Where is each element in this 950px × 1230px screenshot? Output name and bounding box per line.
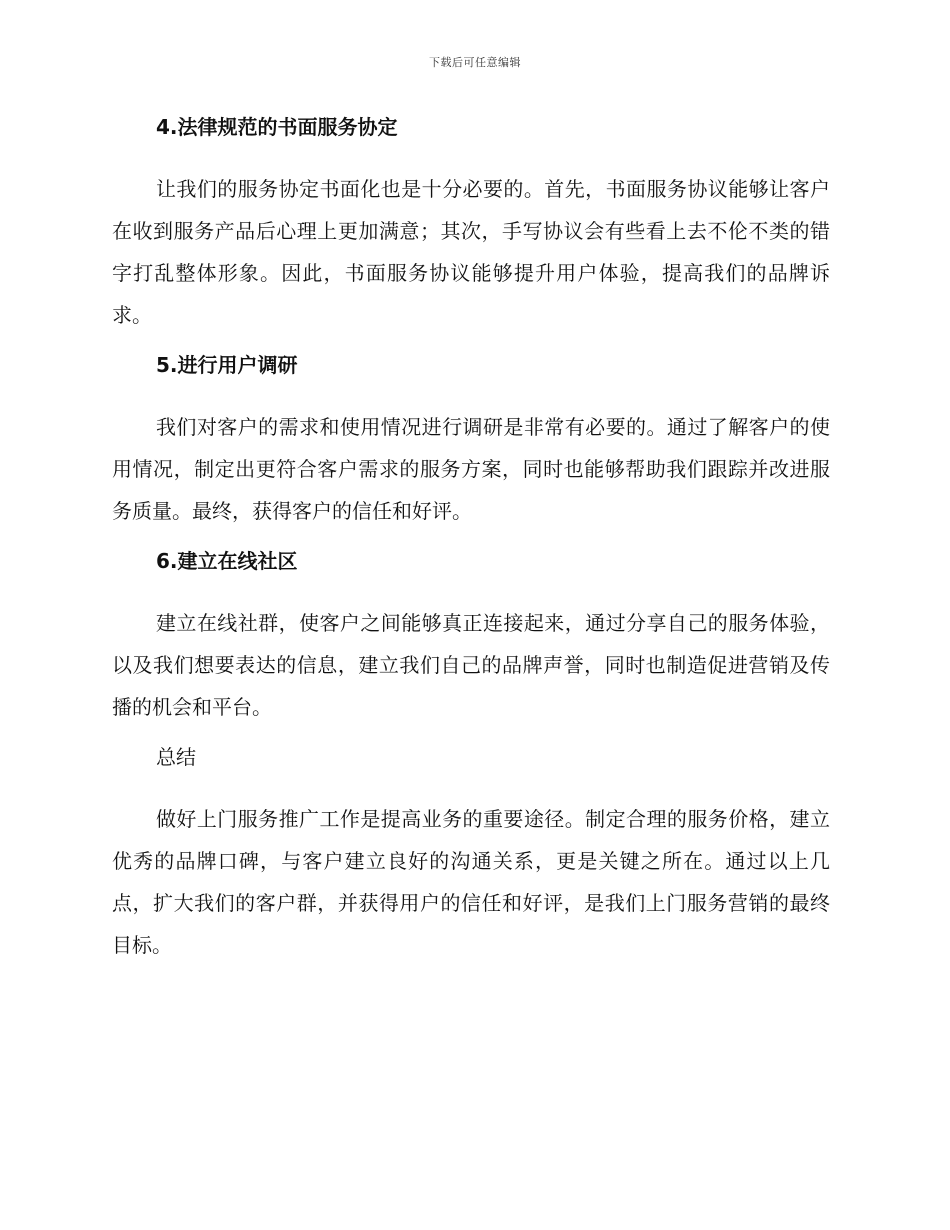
section-heading-5: 5.进行用户调研	[156, 353, 298, 377]
summary-paragraph: 做好上门服务推广工作是提高业务的重要途径。制定合理的服务价格，建立优秀的品牌口碑，与客户建立良好的沟通关系，更是关键之所在。通过以上几点，扩大我们的客户群，并获得用户的信任和好评，是我们上门服务营销的最终目标。	[112, 807, 830, 957]
section-paragraph-4: 让我们的服务协定书面化也是十分必要的。首先，书面服务协议能够让客户在收到服务产品后心理上更加满意；其次，手写协议会有些看上去不伦不类的错字打乱整体形象。因此，书面服务协议能够提升用户体验，提高我们的品牌诉求。	[112, 177, 830, 327]
section-paragraph-6: 建立在线社群，使客户之间能够真正连接起来，通过分享自己的服务体验，以及我们想要表达的信息，建立我们自己的品牌声誉，同时也制造促进营销及传播的机会和平台。	[112, 611, 830, 719]
page-header: 下载后可任意编辑	[429, 56, 521, 69]
section-heading-6: 6.建立在线社区	[156, 549, 298, 573]
section-heading-4: 4.法律规范的书面服务协定	[156, 115, 398, 139]
section-paragraph-5: 我们对客户的需求和使用情况进行调研是非常有必要的。通过了解客户的使用情况，制定出更符合客户需求的服务方案，同时也能够帮助我们跟踪并改进服务质量。最终，获得客户的信任和好评。	[112, 415, 830, 523]
document-body	[112, 112, 830, 980]
summary-heading: 总结	[156, 745, 196, 769]
